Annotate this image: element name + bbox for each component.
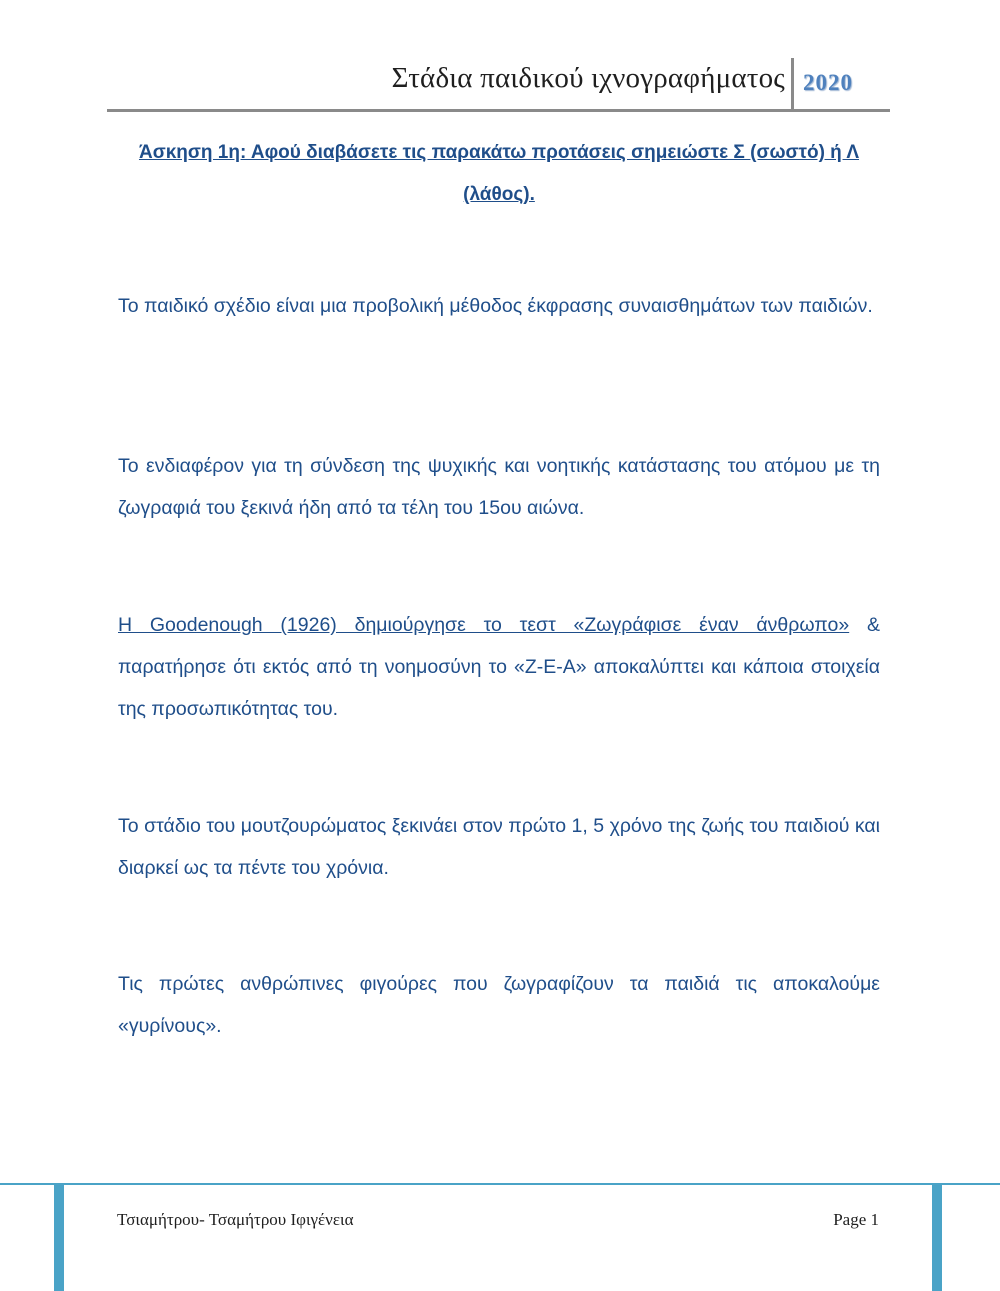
header-title: Στάδια παιδικού ιχνογραφήματος [391,62,785,94]
page-number: Page 1 [833,1210,879,1229]
header-divider [791,58,794,112]
statement-5: Τις πρώτες ανθρώπινες φιγούρες που ζωγραφίζουν τα παιδιά τις αποκαλούμε «γυρίνους». [118,973,880,1037]
statement-1: Το παιδικό σχέδιο είναι μια προβολική μέθοδος έκφρασης συναισθημάτων των παιδιών. [118,295,873,317]
exercise-title: Άσκηση 1η: Αφού διαβάσετε τις παρακάτω προτάσεις σημειώστε Σ (σωστό) ή Λ (λάθος). [138,142,860,205]
footer-bar-right [932,1185,942,1291]
statement-4: Το στάδιο του μουτζουρώματος ξεκινάει στον πρώτο 1, 5 χρόνο της ζωής του παιδιού και διαρκεί ως τα πέντε του χρόνια. [118,815,880,879]
header-rule [107,109,890,112]
footer-rule [0,1183,1000,1185]
statement-3-rest: & παρατήρησε ότι εκτός από τη νοημοσύνη το «Ζ-Ε-Α» αποκαλύπτει και κάποια στοιχεία της προσωπικότητας του. [118,614,880,720]
header-year: 2020 [803,70,853,95]
footer-author: Τσιαμήτρου- Τσαμήτρου Ιφιγένεια [117,1210,354,1229]
footer-bar-left [54,1185,64,1291]
statement-3 [118,604,880,730]
statement-3-test-name: Η Goodenough (1926) δημιούργησε το τεστ «Ζωγράφισε έναν άνθρωπο» [118,614,850,636]
statement-2: Το ενδιαφέρον για τη σύνδεση της ψυχικής και νοητικής κατάστασης του ατόμου με τη ζωγραφιά του ξεκινά ήδη από τα τέλη του 15ου αιώνα. [118,455,880,519]
